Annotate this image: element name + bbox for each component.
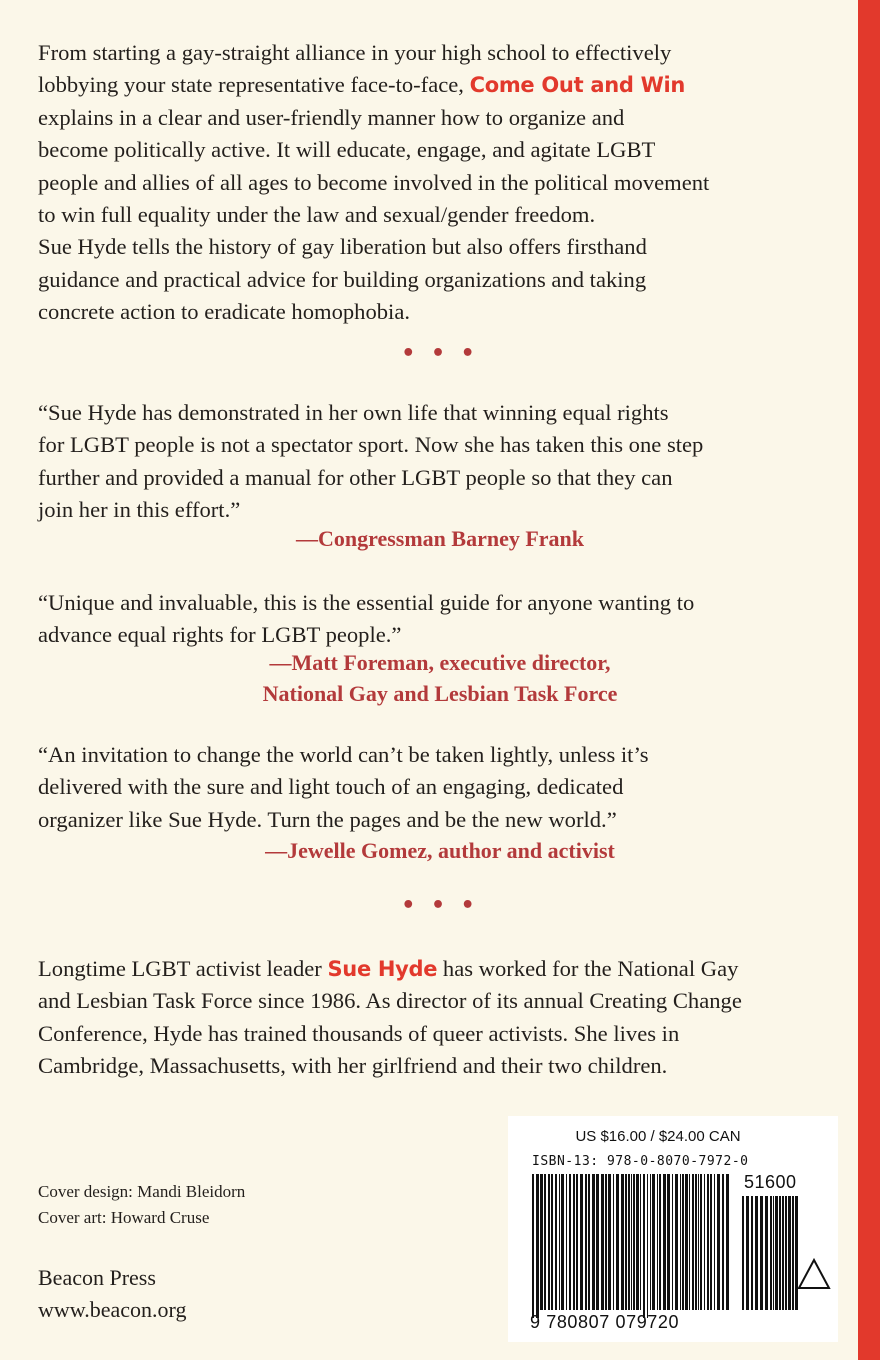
barcode-bar (726, 1174, 729, 1310)
barcode-bar (551, 1174, 553, 1310)
quote-attribution: —Matt Foreman, executive director, (269, 650, 611, 675)
quote-line: delivered with the sure and light touch of an engaging, dedicated (38, 774, 624, 800)
description-line: concrete action to eradicate homophobia. (38, 299, 411, 325)
barcode-bar (795, 1196, 798, 1310)
addon-digits: 51600 (744, 1172, 797, 1192)
author-name-highlight: Sue Hyde (327, 957, 438, 981)
barcode-bar (722, 1174, 724, 1310)
barcode-bar (710, 1174, 712, 1310)
barcode-bar (657, 1174, 658, 1310)
barcode-bar (536, 1174, 539, 1318)
quote-line: “Unique and invaluable, this is the essential guide for anyone wanting to (38, 590, 695, 615)
triangle-icon (796, 1256, 832, 1292)
barcode-bar (650, 1174, 651, 1310)
endorsement-quote (38, 739, 846, 836)
barcode-bar (707, 1174, 709, 1310)
barcode-bar (775, 1196, 778, 1310)
barcode-bar (714, 1174, 715, 1310)
barcode-bar (561, 1174, 564, 1310)
endorsement-quote (38, 397, 846, 527)
barcode-bar (647, 1174, 648, 1318)
barcode-bar (605, 1174, 607, 1310)
section-separator: • • • (401, 341, 479, 366)
barcode-bar (576, 1174, 578, 1310)
quote-line: “Sue Hyde has demonstrated in her own life that winning equal rights (38, 400, 669, 425)
barcode-bar (675, 1174, 678, 1310)
barcode-bar (792, 1196, 794, 1310)
description-line: guidance and practical advice for building organizations and taking (38, 266, 647, 292)
barcode-bar (532, 1174, 534, 1318)
description-line: explains in a clear and user-friendly manner how to organize and (38, 104, 625, 130)
publisher-url: www.beacon.org (38, 1297, 187, 1322)
barcode-bar (652, 1174, 655, 1310)
quote-line: “An invitation to change the world can’t be taken lightly, unless it’s (38, 742, 649, 767)
barcode-bar (695, 1174, 697, 1310)
quote-attribution: —Jewelle Gomez, author and activist (265, 838, 615, 863)
barcode-bar (700, 1174, 702, 1310)
barcode-bar (601, 1174, 604, 1310)
barcode-bar (559, 1174, 560, 1310)
description-line: From starting a gay-straight alliance in your high school to effectively (38, 40, 672, 65)
barcode-bar (680, 1174, 681, 1310)
barcode-bar (682, 1174, 684, 1310)
barcode-bar (760, 1196, 763, 1310)
quote-line: advance equal rights for LGBT people.” (38, 622, 402, 648)
barcode-bar (628, 1174, 630, 1310)
cover-design-credit: Cover design: Mandi Bleidorn (38, 1182, 246, 1201)
barcode-bar (580, 1174, 583, 1310)
ean-barcode (508, 1116, 838, 1342)
barcode-bar (704, 1174, 705, 1310)
barcode-bar (746, 1196, 749, 1310)
barcode-bar (585, 1174, 587, 1310)
barcode-bar (667, 1174, 670, 1310)
barcode-bar (548, 1174, 550, 1310)
barcode-panel (508, 1116, 838, 1342)
barcode-bar (573, 1174, 575, 1310)
bio-line: Cambridge, Massachusetts, with her girlfriend and their two children. (38, 1053, 668, 1079)
barcode-bar (569, 1174, 571, 1310)
barcode-bar (544, 1174, 546, 1310)
bio-text: has worked for the National Gay (437, 956, 739, 981)
barcode-bar (643, 1174, 645, 1318)
barcode-bar (592, 1174, 595, 1310)
bio-line (38, 953, 846, 985)
bio-line: and Lesbian Task Force since 1986. As director of its annual Creating Change (38, 988, 742, 1014)
book-description (38, 37, 846, 329)
barcode-bar (625, 1174, 627, 1310)
section-separator: • • • (401, 893, 479, 918)
description-line: to win full equality under the law and sexual/gender freedom. (38, 202, 596, 228)
price-label: US $16.00 / $24.00 CAN (575, 1128, 741, 1145)
barcode-bar (613, 1174, 614, 1310)
barcode-bar (588, 1174, 590, 1310)
endorsement-quote (38, 587, 846, 652)
quote-line: for LGBT people is not a spectator sport. Now she has taken this one step (38, 432, 704, 458)
barcode-bar (621, 1174, 624, 1310)
barcode-bar (663, 1174, 666, 1310)
barcode-bar (596, 1174, 599, 1310)
barcode-bar (788, 1196, 791, 1310)
barcode-bar (640, 1174, 641, 1310)
barcode-bar (659, 1174, 661, 1310)
barcode-bar (566, 1174, 567, 1310)
quote-attribution: —Congressman Barney Frank (295, 526, 585, 551)
barcode-bar (779, 1196, 781, 1310)
isbn-label: ISBN-13: 978-0-8070-7972-0 (532, 1154, 749, 1169)
barcode-bar (717, 1174, 720, 1310)
quote-line: further and provided a manual for other LGBT people so that they can (38, 464, 673, 490)
barcode-bar (616, 1174, 619, 1310)
ean-digits: 9 780807 079720 (530, 1312, 680, 1332)
publisher-name: Beacon Press (38, 1265, 156, 1290)
barcode-bar (672, 1174, 673, 1310)
book-title-highlight: Come Out and Win (469, 73, 685, 98)
cover-art-credit: Cover art: Howard Cruse (38, 1208, 210, 1227)
description-line (38, 69, 846, 101)
barcode-bar (782, 1196, 784, 1310)
publisher-info (38, 1262, 186, 1326)
barcode-bar (633, 1174, 635, 1310)
barcode-bar (785, 1196, 787, 1310)
barcode-bar (698, 1174, 699, 1310)
quote-attribution: National Gay and Lesbian Task Force (262, 681, 618, 706)
barcode-bar (555, 1174, 557, 1310)
barcode-bar (770, 1196, 772, 1310)
barcode-bar (540, 1174, 543, 1310)
bio-line: Conference, Hyde has trained thousands of queer activists. She lives in (38, 1020, 680, 1046)
barcode-bar (631, 1174, 632, 1310)
barcode-bar (755, 1196, 758, 1310)
description-line: become politically active. It will educate, engage, and agitate LGBT (38, 137, 656, 163)
barcode-bar (689, 1174, 690, 1310)
quote-line: join her in this effort.” (38, 497, 241, 523)
description-line-text: lobbying your state representative face-to-face, (38, 72, 470, 98)
cover-credits (38, 1179, 245, 1231)
barcode-bar (751, 1196, 753, 1310)
author-bio (38, 953, 846, 1083)
description-line: people and allies of all ages to become involved in the political movement (38, 169, 710, 195)
barcode-bar (685, 1174, 688, 1310)
barcode-bar (773, 1196, 774, 1310)
quote-line: organizer like Sue Hyde. Turn the pages and be the new world.” (38, 806, 617, 832)
barcode-bar (765, 1196, 768, 1310)
barcode-bar (608, 1174, 611, 1310)
barcode-bar (692, 1174, 694, 1310)
description-line: Sue Hyde tells the history of gay liberation but also offers firsthand (38, 234, 647, 260)
bio-text: Longtime LGBT activist leader (38, 956, 328, 981)
barcode-bar (636, 1174, 639, 1310)
barcode-bar (742, 1196, 744, 1310)
